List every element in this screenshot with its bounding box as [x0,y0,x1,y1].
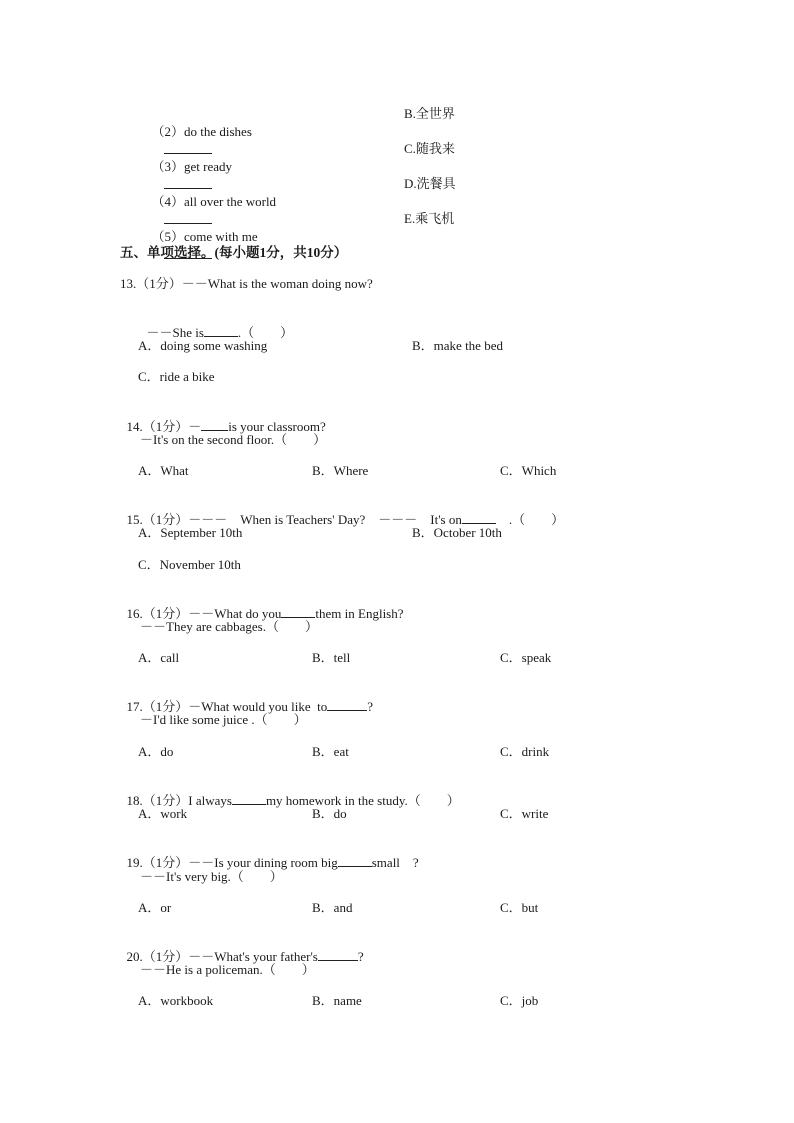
dialogue-text: .（ ） [237,325,294,340]
stem-text: 20.（1分）－－What's your father's [126,949,318,964]
option-a[interactable]: A．work [138,806,188,821]
option-a[interactable]: A．doing some washing [138,338,268,353]
option-b[interactable]: B．make the bed [412,338,503,353]
option-c[interactable]: C．job [500,993,539,1008]
answer-blank[interactable] [281,605,315,618]
answer-blank[interactable] [338,854,372,867]
matching-meaning: B.全世界 [404,106,455,121]
section-title: 五、单项选择。(每小题1分，共10分） [120,245,348,260]
option-b[interactable]: B．name [312,993,362,1008]
question-dialogue: －－He is a policeman.（ ） [140,962,315,977]
option-b[interactable]: B．October 10th [412,525,502,540]
matching-meaning: D.洗餐具 [404,176,456,191]
answer-blank[interactable] [204,324,238,337]
option-c[interactable]: C．speak [500,650,552,665]
option-a[interactable]: A．do [138,744,174,759]
answer-blank[interactable] [327,698,367,711]
question-dialogue: －It's on the second floor.（ ） [140,432,327,447]
stem-text: ? [357,949,364,964]
stem-text: 14.（1分）－ [126,419,202,434]
matching-phrase: （2）do the dishes [151,124,252,139]
question-stem: 13.（1分）－－What is the woman doing now? [120,276,373,291]
option-b[interactable]: B．tell [312,650,351,665]
stem-text: 17.（1分）－What would you like to [126,699,328,714]
stem-text: 16.（1分）－－What do you [126,606,282,621]
stem-text: 18.（1分）I always [126,793,232,808]
option-b[interactable]: B．Where [312,463,369,478]
answer-blank[interactable] [462,511,496,524]
option-a[interactable]: A．workbook [138,993,214,1008]
option-b[interactable]: B．and [312,900,353,915]
option-c[interactable]: C．November 10th [138,557,241,572]
matching-meaning: E.乘飞机 [404,211,455,226]
stem-text: 15.（1分）－－－ When is Teachers' Day? －－－ It's on [126,512,462,527]
question-dialogue: －－They are cabbages.（ ） [140,619,318,634]
matching-meaning: C.随我来 [404,141,455,156]
option-a[interactable]: A．or [138,900,172,915]
option-b[interactable]: B．eat [312,744,349,759]
option-a[interactable]: A．September 10th [138,525,243,540]
stem-text: them in English? [315,606,404,621]
option-c[interactable]: C．ride a bike [138,369,215,384]
stem-text: 19.（1分）－－Is your dining room big [126,855,338,870]
stem-text: small ? [371,855,419,870]
option-c[interactable]: C．but [500,900,539,915]
option-a[interactable]: A．What [138,463,189,478]
question-stem [120,836,419,872]
matching-phrase: （4）all over the world [151,194,277,209]
question-dialogue: －－It's very big.（ ） [140,869,283,884]
stem-text: is your classroom? [228,419,326,434]
stem-text: my homework in the study.（ ） [265,793,460,808]
option-a[interactable]: A．call [138,650,180,665]
matching-phrase: （3）get ready [151,159,233,174]
dialogue-text: －－She is [146,325,204,340]
stem-text: ? [367,699,374,714]
option-c[interactable]: C．drink [500,744,550,759]
question-dialogue: －I'd like some juice .（ ） [140,712,307,727]
option-c[interactable]: C．Which [500,463,557,478]
matching-phrase: （5）come with me [151,229,258,244]
answer-blank[interactable] [318,948,358,961]
answer-blank[interactable] [201,418,228,431]
answer-blank[interactable] [232,792,266,805]
option-b[interactable]: B．do [312,806,347,821]
stem-text: .（ ） [495,512,565,527]
option-c[interactable]: C．write [500,806,549,821]
